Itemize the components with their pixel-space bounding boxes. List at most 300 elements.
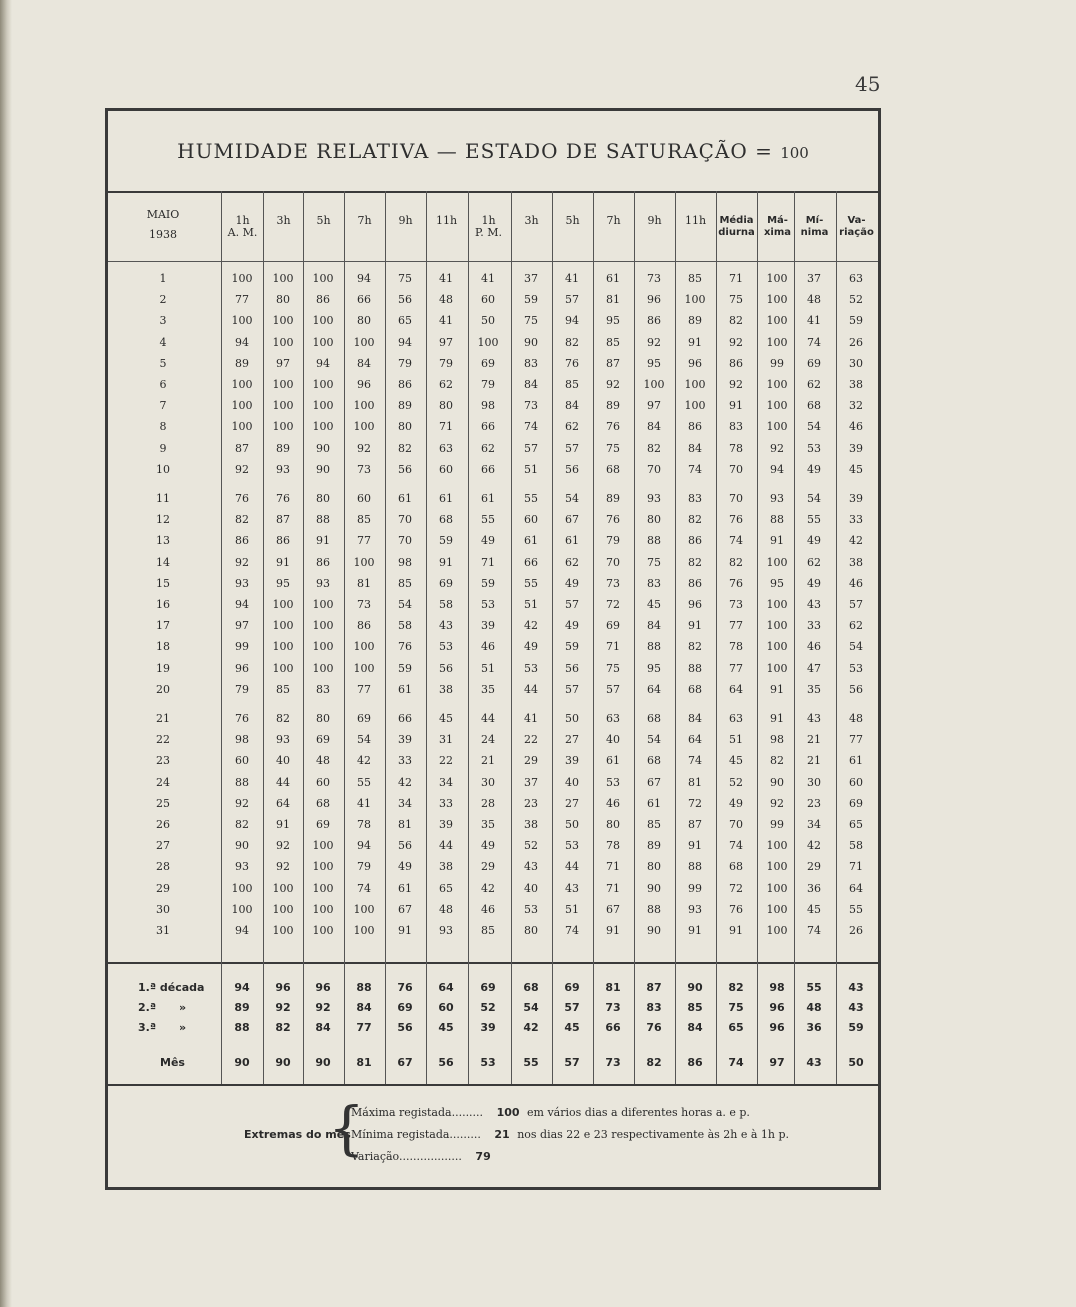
summary-cell: 96 — [769, 1021, 785, 1034]
table-cell: 83 — [524, 356, 538, 370]
table-cell: 54 — [565, 492, 579, 505]
table-cell: 21 — [807, 733, 821, 747]
table-cell: 91 — [398, 924, 412, 937]
table-cell: 77 — [849, 733, 863, 747]
table-cell: 54 — [357, 733, 371, 747]
header-column-line2: diurna — [718, 227, 755, 238]
month-label: Mês — [160, 1056, 185, 1069]
extremes-brace: { — [328, 1094, 365, 1162]
table-cell: 100 — [272, 661, 294, 675]
header-column-line1: 11h — [435, 214, 458, 227]
table-cell: 92 — [729, 335, 743, 349]
header-column — [634, 215, 675, 227]
table-cell: 60 — [235, 754, 249, 768]
table-cell: 100 — [272, 314, 294, 328]
table-cell: 29 — [481, 860, 495, 874]
table-cell: 92 — [647, 335, 661, 349]
table-cell: 56 — [398, 462, 412, 476]
header-column-line1: Mí- — [805, 215, 824, 226]
month-cell: 50 — [848, 1056, 864, 1069]
table-cell: 83 — [688, 492, 702, 505]
table-cell: 100 — [684, 293, 706, 307]
table-cell: 100 — [312, 902, 334, 916]
header-month-year — [108, 209, 218, 241]
table-cell: 82 — [729, 314, 743, 328]
table-cell: 77 — [729, 661, 743, 675]
table-cell: 95 — [770, 576, 784, 590]
table-cell: 91 — [729, 924, 743, 937]
table-cell: 99 — [770, 818, 784, 831]
table-cell: 85 — [357, 513, 371, 527]
table-cell: 73 — [647, 272, 661, 285]
row-day: 12 — [156, 513, 170, 527]
table-cell: 69 — [357, 712, 371, 725]
table-cell: 69 — [807, 356, 821, 370]
month-cell: 86 — [687, 1056, 703, 1069]
summary-cell: 81 — [605, 981, 621, 994]
table-cell: 21 — [807, 754, 821, 768]
table-cell: 100 — [231, 314, 253, 328]
table-cell: 60 — [481, 293, 495, 307]
table-cell: 89 — [398, 399, 412, 413]
table-cell: 68 — [439, 513, 453, 527]
summary-cell: 94 — [234, 981, 250, 994]
table-cell: 82 — [565, 335, 579, 349]
table-cell: 44 — [439, 839, 453, 853]
table-cell: 70 — [398, 534, 412, 548]
table-cell: 74 — [729, 534, 743, 548]
table-cell: 49 — [807, 576, 821, 590]
table-cell: 80 — [647, 513, 661, 527]
table-cell: 26 — [849, 924, 863, 937]
table-cell: 56 — [849, 682, 863, 696]
row-day: 27 — [156, 839, 170, 853]
table-cell: 74 — [688, 754, 702, 768]
table-cell: 49 — [807, 462, 821, 476]
table-cell: 69 — [481, 356, 495, 370]
table-cell: 54 — [807, 492, 821, 505]
table-cell: 100 — [312, 314, 334, 328]
table-cell: 76 — [606, 513, 620, 527]
table-cell: 91 — [688, 619, 702, 633]
month-cell: 97 — [769, 1056, 785, 1069]
summary-cell: 57 — [564, 1001, 580, 1014]
table-cell: 84 — [647, 420, 661, 434]
table-cell: 93 — [688, 902, 702, 916]
table-cell: 39 — [849, 441, 863, 455]
header-column-line1: 7h — [357, 214, 372, 227]
table-cell: 89 — [235, 356, 249, 370]
table-cell: 49 — [807, 534, 821, 548]
table-cell: 74 — [524, 420, 538, 434]
table-cell: 93 — [647, 492, 661, 505]
table-cell: 60 — [357, 492, 371, 505]
table-cell: 100 — [312, 335, 334, 349]
table-cell: 53 — [524, 661, 538, 675]
row-day: 6 — [159, 378, 167, 391]
table-cell: 42 — [524, 619, 538, 633]
table-cell: 100 — [684, 399, 706, 413]
table-cell: 94 — [357, 272, 371, 285]
summary-cell: 54 — [523, 1001, 539, 1014]
table-cell: 100 — [231, 378, 253, 391]
table-cell: 91 — [276, 818, 290, 831]
table-cell: 29 — [807, 860, 821, 874]
table-cell: 59 — [565, 640, 579, 654]
table-cell: 86 — [235, 534, 249, 548]
table-cell: 58 — [398, 619, 412, 633]
summary-cell: 77 — [356, 1021, 372, 1034]
table-cell: 77 — [729, 619, 743, 633]
summary-cell: 84 — [356, 1001, 372, 1014]
table-cell: 64 — [647, 682, 661, 696]
table-cell: 71 — [481, 555, 495, 569]
table-cell: 31 — [439, 733, 453, 747]
table-cell: 57 — [606, 682, 620, 696]
table-cell: 73 — [524, 399, 538, 413]
table-cell: 86 — [647, 314, 661, 328]
row-day: 17 — [156, 619, 170, 633]
table-cell: 75 — [729, 293, 743, 307]
summary-cell: 66 — [605, 1021, 621, 1034]
table-cell: 100 — [684, 378, 706, 391]
row-day: 26 — [156, 818, 170, 831]
header-column-line1: 11h — [684, 214, 707, 227]
summary-divider — [108, 962, 878, 964]
table-cell: 95 — [647, 356, 661, 370]
table-cell: 100 — [312, 420, 334, 434]
table-cell: 44 — [276, 775, 290, 789]
table-cell: 86 — [688, 420, 702, 434]
table-cell: 61 — [398, 682, 412, 696]
table-cell: 76 — [398, 640, 412, 654]
table-cell: 57 — [565, 598, 579, 611]
table-cell: 56 — [439, 661, 453, 675]
table-cell: 91 — [439, 555, 453, 569]
row-day: 29 — [156, 881, 170, 895]
summary-cell: 88 — [356, 981, 372, 994]
table-cell: 44 — [481, 712, 495, 725]
table-cell: 76 — [235, 712, 249, 725]
table-cell: 76 — [565, 356, 579, 370]
table-cell: 76 — [235, 492, 249, 505]
table-cell: 63 — [606, 712, 620, 725]
table-cell: 100 — [312, 378, 334, 391]
table-cell: 46 — [849, 576, 863, 590]
table-cell: 51 — [524, 598, 538, 611]
table-cell: 45 — [729, 754, 743, 768]
row-day: 5 — [159, 356, 167, 370]
table-cell: 50 — [565, 818, 579, 831]
table-cell: 86 — [316, 555, 330, 569]
table-cell: 56 — [565, 462, 579, 476]
table-cell: 78 — [606, 839, 620, 853]
table-cell: 24 — [481, 733, 495, 747]
table-cell: 57 — [524, 441, 538, 455]
table-cell: 52 — [849, 293, 863, 307]
table-cell: 36 — [807, 881, 821, 895]
header-column-line1: 9h — [647, 214, 662, 227]
summary-cell: 59 — [848, 1021, 864, 1034]
summary-cell: 98 — [769, 981, 785, 994]
table-cell: 100 — [312, 598, 334, 611]
table-cell: 97 — [276, 356, 290, 370]
table-cell: 71 — [439, 420, 453, 434]
table-cell: 91 — [606, 924, 620, 937]
table-cell: 21 — [481, 754, 495, 768]
table-cell: 82 — [688, 513, 702, 527]
table-cell: 69 — [316, 818, 330, 831]
table-cell: 42 — [357, 754, 371, 768]
table-cell: 53 — [524, 902, 538, 916]
table-cell: 100 — [231, 881, 253, 895]
table-cell: 81 — [688, 775, 702, 789]
row-day: 31 — [156, 924, 170, 937]
table-cell: 43 — [807, 598, 821, 611]
table-cell: 63 — [729, 712, 743, 725]
table-cell: 75 — [606, 441, 620, 455]
summary-cell: 36 — [806, 1021, 822, 1034]
summary-cell: 89 — [234, 1001, 250, 1014]
table-cell: 46 — [481, 902, 495, 916]
table-cell: 65 — [849, 818, 863, 831]
table-cell: 48 — [439, 293, 453, 307]
table-cell: 70 — [729, 492, 743, 505]
header-column-line1: 5h — [565, 214, 580, 227]
summary-cell: 48 — [806, 1001, 822, 1014]
summary-label: 2.ª » — [138, 1001, 187, 1014]
table-cell: 43 — [439, 619, 453, 633]
table-cell: 90 — [316, 441, 330, 455]
table-cell: 85 — [688, 272, 702, 285]
summary-cell: 68 — [523, 981, 539, 994]
table-cell: 100 — [353, 399, 375, 413]
header-column — [263, 215, 304, 227]
table-cell: 66 — [481, 420, 495, 434]
table-cell: 86 — [316, 293, 330, 307]
table-cell: 85 — [276, 682, 290, 696]
table-cell: 86 — [688, 534, 702, 548]
summary-cell: 88 — [234, 1021, 250, 1034]
table-cell: 87 — [606, 356, 620, 370]
extremes-min: Mínima registada......... 21 nos dias 22 e 23 respectivamente às 2h e à 1h p. — [351, 1128, 790, 1141]
table-cell: 100 — [643, 378, 665, 391]
table-cell: 64 — [729, 682, 743, 696]
table-cell: 100 — [312, 924, 334, 937]
summary-cell: 90 — [687, 981, 703, 994]
table-cell: 91 — [770, 682, 784, 696]
table-cell: 32 — [849, 399, 863, 413]
table-cell: 51 — [481, 661, 495, 675]
table-cell: 83 — [729, 420, 743, 434]
table-cell: 76 — [729, 902, 743, 916]
header-column — [426, 215, 467, 227]
table-cell: 92 — [729, 378, 743, 391]
row-day: 7 — [159, 399, 167, 413]
row-day: 23 — [156, 754, 170, 768]
table-cell: 88 — [688, 661, 702, 675]
table-cell: 98 — [481, 399, 495, 413]
table-cell: 56 — [565, 661, 579, 675]
table-cell: 92 — [357, 441, 371, 455]
table-cell: 82 — [235, 513, 249, 527]
table-cell: 38 — [849, 378, 863, 391]
table-cell: 85 — [398, 576, 412, 590]
table-cell: 88 — [647, 640, 661, 654]
table-cell: 33 — [849, 513, 863, 527]
table-cell: 35 — [481, 818, 495, 831]
summary-label: 1.ª década — [138, 981, 205, 994]
table-cell: 80 — [316, 492, 330, 505]
header-column-line1: 3h — [524, 214, 539, 227]
header-column — [757, 215, 798, 239]
table-cell: 49 — [565, 619, 579, 633]
table-cell: 79 — [439, 356, 453, 370]
table-cell: 49 — [524, 640, 538, 654]
table-cell: 38 — [439, 682, 453, 696]
table-cell: 34 — [807, 818, 821, 831]
table-cell: 60 — [849, 775, 863, 789]
table-cell: 100 — [766, 860, 788, 874]
table-cell: 100 — [272, 881, 294, 895]
table-cell: 46 — [807, 640, 821, 654]
table-cell: 89 — [606, 492, 620, 505]
table-cell: 74 — [807, 924, 821, 937]
table-cell: 79 — [481, 378, 495, 391]
table-cell: 98 — [235, 733, 249, 747]
summary-cell: 75 — [728, 1001, 744, 1014]
table-cell: 53 — [807, 441, 821, 455]
table-cell: 94 — [235, 335, 249, 349]
summary-cell: 55 — [806, 981, 822, 994]
table-cell: 48 — [807, 293, 821, 307]
table-cell: 51 — [565, 902, 579, 916]
table-cell: 84 — [357, 356, 371, 370]
table-cell: 99 — [688, 881, 702, 895]
table-cell: 100 — [231, 399, 253, 413]
summary-cell: 52 — [480, 1001, 496, 1014]
table-cell: 61 — [398, 881, 412, 895]
summary-cell: 60 — [438, 1001, 454, 1014]
table-cell: 50 — [481, 314, 495, 328]
table-cell: 45 — [849, 462, 863, 476]
table-cell: 41 — [565, 272, 579, 285]
summary-cell: 82 — [728, 981, 744, 994]
table-cell: 98 — [398, 555, 412, 569]
table-cell: 80 — [357, 314, 371, 328]
table-cell: 41 — [357, 796, 371, 810]
table-cell: 75 — [398, 272, 412, 285]
table-cell: 85 — [565, 378, 579, 391]
table-cell: 73 — [357, 598, 371, 611]
table-cell: 100 — [766, 378, 788, 391]
table-cell: 66 — [357, 293, 371, 307]
table-cell: 100 — [766, 272, 788, 285]
table-cell: 64 — [688, 733, 702, 747]
header-column — [344, 215, 385, 227]
table-cell: 44 — [565, 860, 579, 874]
table-cell: 30 — [807, 775, 821, 789]
table-cell: 100 — [353, 924, 375, 937]
table-cell: 55 — [807, 513, 821, 527]
month-cell: 90 — [315, 1056, 331, 1069]
table-cell: 35 — [481, 682, 495, 696]
table-cell: 80 — [398, 420, 412, 434]
table-cell: 40 — [524, 881, 538, 895]
table-cell: 79 — [606, 534, 620, 548]
table-cell: 73 — [357, 462, 371, 476]
table-cell: 83 — [316, 682, 330, 696]
table-cell: 90 — [647, 924, 661, 937]
table-cell: 39 — [849, 492, 863, 505]
table-cell: 100 — [766, 661, 788, 675]
table-cell: 85 — [647, 818, 661, 831]
table-cell: 37 — [524, 775, 538, 789]
table-cell: 86 — [688, 576, 702, 590]
table-cell: 72 — [729, 881, 743, 895]
table-cell: 91 — [770, 534, 784, 548]
month-cell: 82 — [646, 1056, 662, 1069]
table-cell: 62 — [439, 378, 453, 391]
table-cell: 100 — [312, 640, 334, 654]
summary-cell: 64 — [438, 981, 454, 994]
table-cell: 57 — [565, 293, 579, 307]
table-cell: 96 — [357, 378, 371, 391]
table-cell: 90 — [235, 839, 249, 853]
month-cell: 56 — [438, 1056, 454, 1069]
table-cell: 46 — [849, 420, 863, 434]
table-cell: 30 — [481, 775, 495, 789]
table-cell: 90 — [647, 881, 661, 895]
header-year: 1938 — [149, 228, 177, 241]
table-cell: 91 — [688, 924, 702, 937]
table-cell: 34 — [398, 796, 412, 810]
table-cell: 22 — [524, 733, 538, 747]
table-cell: 86 — [276, 534, 290, 548]
table-cell: 75 — [647, 555, 661, 569]
table-cell: 27 — [565, 796, 579, 810]
table-cell: 93 — [235, 860, 249, 874]
header-column-line2: A. M. — [227, 226, 258, 239]
table-cell: 94 — [770, 462, 784, 476]
table-cell: 89 — [276, 441, 290, 455]
table-cell: 100 — [353, 902, 375, 916]
table-cell: 51 — [729, 733, 743, 747]
table-cell: 100 — [766, 902, 788, 916]
table-cell: 76 — [276, 492, 290, 505]
row-day: 20 — [156, 682, 170, 696]
table-cell: 26 — [849, 335, 863, 349]
table-cell: 90 — [316, 462, 330, 476]
table-cell: 61 — [565, 534, 579, 548]
table-cell: 100 — [272, 420, 294, 434]
table-cell: 68 — [807, 399, 821, 413]
table-cell: 82 — [235, 818, 249, 831]
table-cell: 61 — [524, 534, 538, 548]
table-cell: 88 — [235, 775, 249, 789]
table-cell: 71 — [606, 881, 620, 895]
table-cell: 100 — [231, 420, 253, 434]
table-cell: 93 — [276, 462, 290, 476]
table-cell: 64 — [849, 881, 863, 895]
table-cell: 91 — [729, 399, 743, 413]
row-day: 16 — [156, 598, 170, 611]
table-cell: 87 — [688, 818, 702, 831]
table-cell: 100 — [272, 924, 294, 937]
table-cell: 77 — [357, 534, 371, 548]
table-cell: 58 — [849, 839, 863, 853]
table-cell: 45 — [647, 598, 661, 611]
